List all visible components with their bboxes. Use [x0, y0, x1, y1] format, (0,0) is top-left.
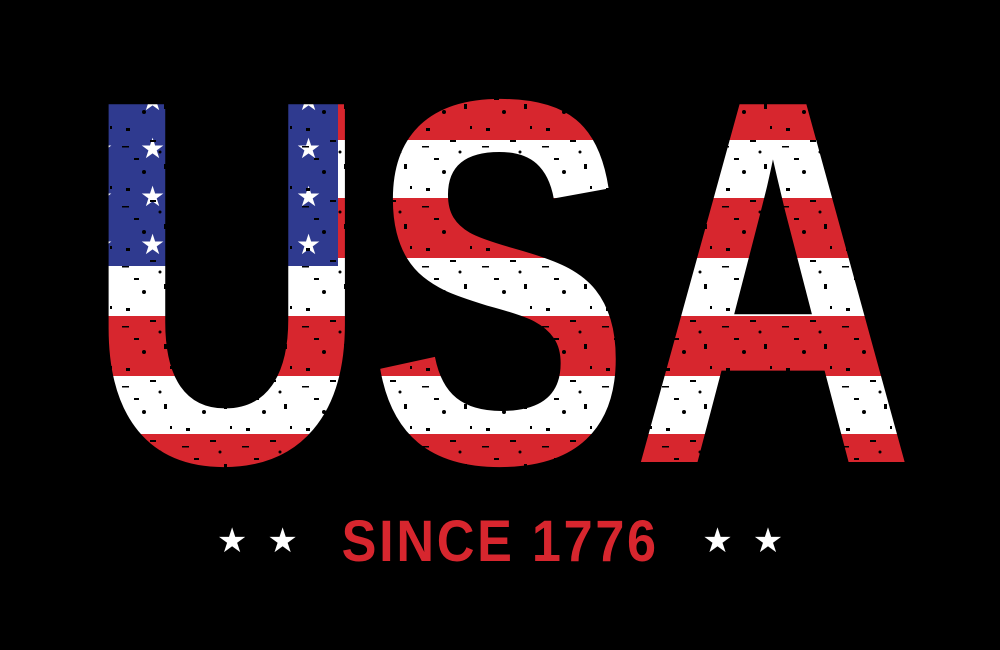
- since-1776-text: SINCE 1776: [341, 508, 659, 574]
- star-icon: ★: [752, 521, 784, 561]
- star-icon: ★: [702, 521, 733, 561]
- tagline-row: [0, 496, 1000, 586]
- star-icon: ★: [267, 521, 298, 561]
- star-icon: ★: [216, 521, 248, 561]
